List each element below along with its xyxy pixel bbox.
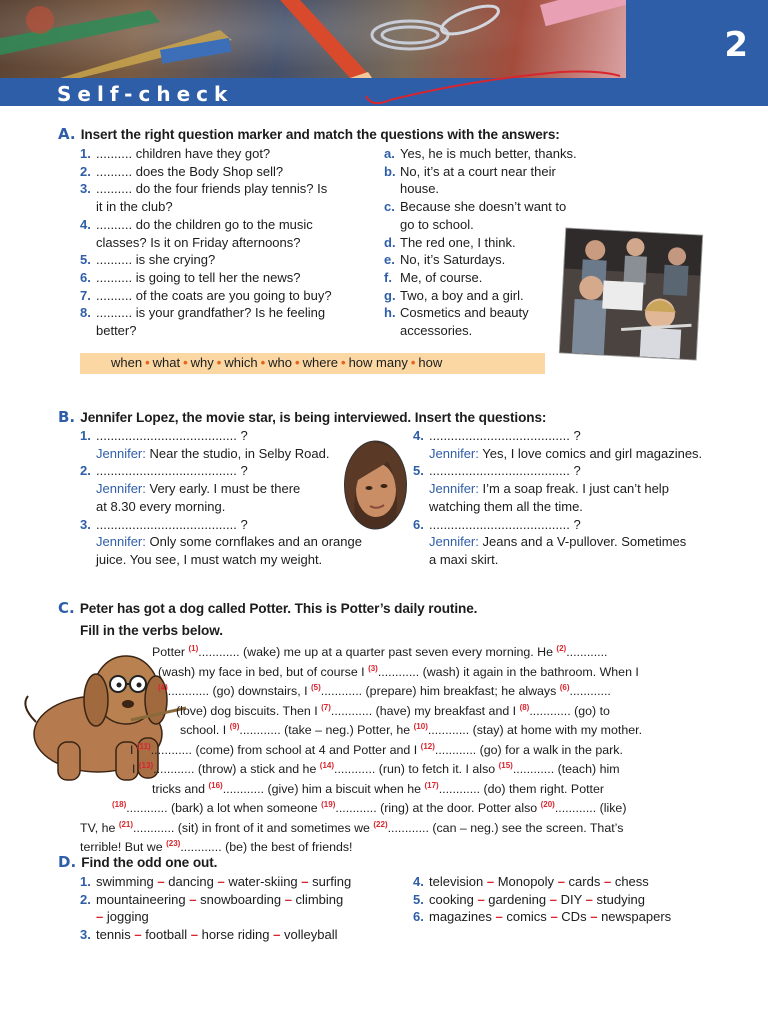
page-title: Self-check [57,82,234,106]
section-a-instruction: Insert the right question marker and match the questions with the answers: [80,127,560,142]
header-photo [0,0,626,78]
marker-word: who [268,355,293,370]
interview-answer-continuation: at 8.30 every morning. [96,498,226,514]
answer-continuation: accessories. [400,323,473,339]
odd-one-out-group: 6. magazines – comics – CDs – newspapers [413,909,672,925]
marker-word: how many [348,355,408,370]
marker-word: which [224,355,258,370]
answer-continuation: go to school. [400,216,474,232]
routine-line: (wash) my face in bed, but of course I $^{(3)}$............ (wash) it again in the bathroom. When I [158,663,639,679]
interview-question-blank: 1. ....................................... ? [80,428,248,443]
routine-line: Potter $^{(1)}$............ (wake) me up at a quarter past seven every morning. He $^{(2)}$............ [152,644,608,659]
answer-item: d. The red one, I think. [384,234,516,250]
section-d-letter: D. [58,853,77,871]
section-b-heading [58,407,546,426]
section-c-instruction: Peter has got a dog called Potter. This is Potter’s daily routine. [79,601,478,616]
interview-answer: Jennifer: Very early. I must be there [96,481,301,497]
question-item: 5. .......... is she crying? [80,252,216,268]
routine-line: school. I $^{(9)}$............ (take – neg.) Potter, he $^{(10)}$............ (stay) at home with my mother. [180,722,643,737]
question-item: 2. .......... does the Body Shop sell? [80,163,284,179]
potter-routine-text [80,641,712,856]
odd-one-out-group: 4. television – Monopoly – cards – chess [413,874,649,889]
section-b-right-column [413,427,713,569]
section-d-right-column [413,873,723,926]
routine-line: I $^{(11)}$............ (come) from school at 4 and Potter and I $^{(12)}$............ (go) for a walk in the park. [130,741,623,757]
section-d-instruction: Find the odd one out. [81,855,218,870]
marker-word: where [302,355,339,370]
section-d-left-column [80,873,400,944]
interview-question-blank: 4. ....................................... ? [413,428,581,443]
question-marker-list: when • what • why • which • who • where • how many • how [111,355,443,370]
routine-line: (love) dog biscuits. Then I $^{(7)}$............ (have) my breakfast and I $^{(8)}$............ (go) to [176,702,610,718]
routine-line: TV, he $^{(21)}$............ (sit) in front of it and sometimes we $^{(22)}$............ (can – neg.) see the screen. That’s [80,819,624,835]
interview-question-blank: 5. ....................................... ? [413,463,581,479]
section-c-heading [58,598,477,617]
answer-continuation: house. [400,181,440,197]
marker-word: when [111,355,143,370]
marker-word: how [418,355,443,370]
section-a-heading [58,124,560,143]
section-c-letter: C. [58,599,75,617]
odd-one-out-continuation: – jogging [96,909,149,925]
interview-answer-continuation: a maxi skirt. [429,551,499,567]
interview-question-blank: 6. ....................................... ? [413,516,581,532]
question-continuation: better? [96,323,137,339]
answer-item: e. No, it’s Saturdays. [384,252,506,268]
question-item: 6. .......... is going to tell her the news? [80,269,301,285]
section-c-subinstruction: Fill in the verbs below. [80,623,223,638]
routine-line: tricks and $^{(16)}$............ (give) him a biscuit when he $^{(17)}$............ (do) them right. Potter [152,780,604,796]
interview-answer: Jennifer: Only some cornflakes and an orange [96,534,362,550]
marker-word: what [152,355,181,370]
odd-one-out-group: 5. cooking – gardening – DIY – studying [413,891,645,907]
interview-question-blank: 3. ....................................... ? [80,516,248,532]
odd-one-out-group: 2. mountaineering – snowboarding – climbing [80,891,344,907]
interview-answer: Jennifer: Jeans and a V-pullover. Sometimes [429,534,687,550]
odd-one-out-group: 3. tennis – football – horse riding – volleyball [80,927,338,943]
routine-line: I $^{(13)}$............ (throw) a stick and he $^{(14)}$............ (run) to fetch it. I also $^{(15)}$............ (teach) him [132,761,620,776]
section-d-heading [58,852,217,871]
question-item: 1. .......... children have they got? [80,146,271,161]
marker-word: why [190,355,214,370]
section-b-left-column [80,427,360,569]
section-a-questions [80,145,380,340]
interview-answer: Jennifer: I’m a soap freak. I just can’t help [429,481,669,497]
interview-answer-continuation: watching them all the time. [429,498,583,514]
answer-item: h. Cosmetics and beauty [384,305,529,321]
interview-answer-continuation: juice. You see, I must watch my weight. [96,551,323,567]
answer-item: g. Two, a boy and a girl. [384,287,524,303]
question-continuation: classes? Is it on Friday afternoons? [96,234,301,250]
unit-number: 2 [724,25,748,65]
section-a-letter: A. [58,125,76,143]
question-item: 8. .......... is your grandfather? Is he feeling [80,305,326,321]
question-continuation: it in the club? [96,199,173,215]
interview-question-blank: 2. ....................................... ? [80,463,248,479]
answer-item: b. No, it’s at a court near their [384,163,556,179]
question-item: 3. .......... do the four friends play tennis? Is [80,181,328,197]
question-item: 4. .......... do the children go to the music [80,216,313,232]
answer-item: f. Me, of course. [384,269,483,285]
section-b-letter: B. [58,408,76,426]
routine-line: $^{(4)}$............ (go) downstairs, I $^{(5)}$............ (prepare) him breakfast; he always $^{(6)}$............ [158,683,611,698]
section-b-instruction: Jennifer Lopez, the movie star, is being interviewed. Insert the questions: [80,410,547,425]
answer-item: c. Because she doesn’t want to [384,199,567,215]
routine-line: terrible! But we $^{(23)}$............ (be) the best of friends! [80,839,353,854]
question-item: 7. .......... of the coats are you going to buy? [80,287,332,303]
interview-answer: Jennifer: Yes, I love comics and girl magazines. [429,445,703,461]
orchestra-photo [560,229,702,360]
answer-item: a. Yes, he is much better, thanks. [384,146,577,161]
odd-one-out-group: 1. swimming – dancing – water-skiing – surfing [80,874,352,889]
interview-answer: Jennifer: Near the studio, in Selby Road. [96,445,330,461]
routine-line: $^{(18)}$............ (bark) a lot when someone $^{(19)}$............ (ring) at the door. Potter also $^{(20)}$............ (like) [112,800,627,815]
jennifer-portrait [344,440,407,530]
stationery-illustration [0,0,626,78]
